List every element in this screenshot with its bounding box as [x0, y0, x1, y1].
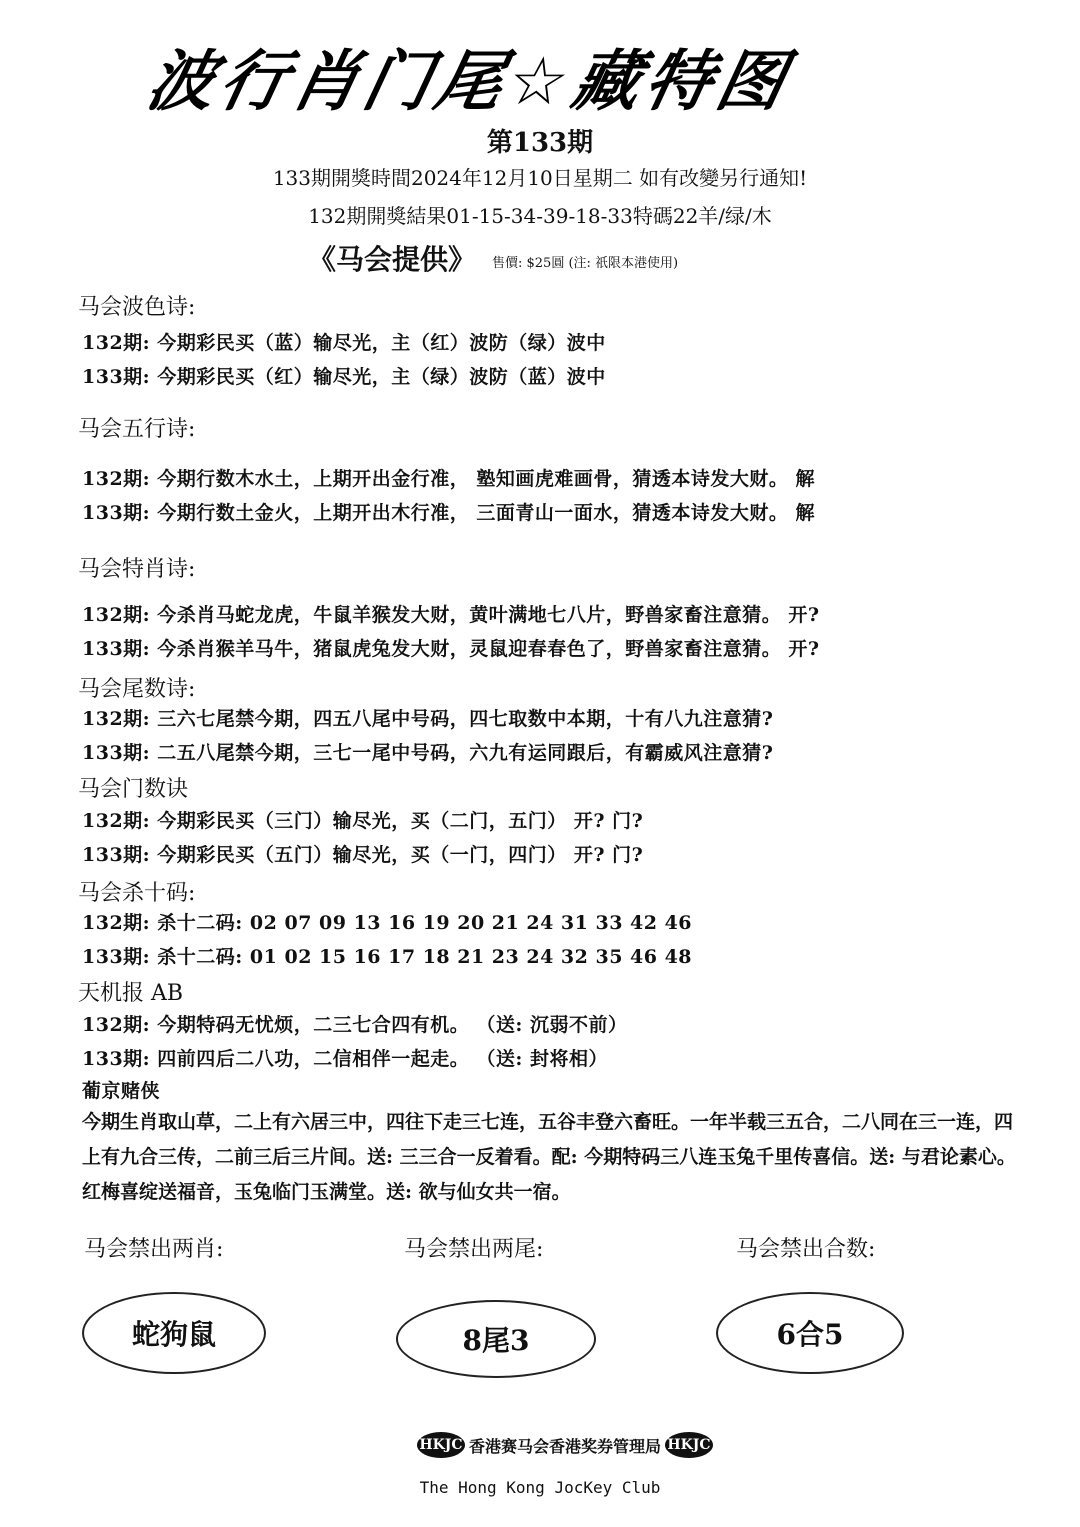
- hkjc-emblem-icon: HKJC: [417, 1432, 465, 1458]
- ban-sum-value: 6合5: [776, 1318, 844, 1351]
- tail-poem-row-133: 133期: 二五八尾禁今期，三七一尾中号码，六九有运同跟后，有霸威风注意猜?: [82, 742, 774, 764]
- gate-poem-row-132: 132期: 今期彩民买（三门）输尽光，买（二门，五门） 开? 门?: [82, 810, 644, 832]
- section-title-five-elements-poem: 马会五行诗:: [78, 417, 196, 442]
- section-title-zodiac-poem: 马会特肖诗:: [78, 557, 196, 582]
- section-title-kill-codes: 马会杀十码:: [78, 881, 196, 906]
- ban-tails-label: 马会禁出两尾:: [404, 1237, 544, 1262]
- section-title-gate-poem: 马会门数诀: [78, 777, 189, 802]
- draw-notice: 133期開獎時間2024年12月10日星期二 如有改變另行通知!: [272, 166, 808, 190]
- issue-number: 第133期: [486, 128, 594, 158]
- kill-codes-row-133: 133期: 杀十二码: 01 02 15 16 17 18 21 23 24 32 35 46 48: [82, 946, 693, 968]
- zodiac-poem-row-133: 133期: 今杀肖猴羊马牛，猪鼠虎兔发大财，灵鼠迎春春色了，野兽家畜注意猜。 开?: [82, 638, 820, 660]
- section-title-tianji: 天机报 AB: [78, 981, 184, 1006]
- ban-zodiac-label: 马会禁出两肖:: [84, 1237, 224, 1262]
- zodiac-poem-row-132: 132期: 今杀肖马蛇龙虎，牛鼠羊猴发大财，黄叶满地七八片，野兽家畜注意猜。 开?: [82, 604, 820, 626]
- section-title-pujing: 葡京赌侠: [82, 1080, 161, 1102]
- ban-tails-oval: [396, 1300, 596, 1378]
- footer-org-cn: 香港赛马会香港奖券管理局: [468, 1436, 661, 1456]
- footer-org-en: The Hong Kong JocKey Club: [419, 1478, 661, 1497]
- ban-zodiac-oval: [82, 1292, 266, 1374]
- tianji-row-132: 132期: 今期特码无忧烦，二三七合四有机。 （送: 沉弱不前）: [82, 1014, 628, 1036]
- page-title: 波行肖门尾☆藏特图: [140, 43, 799, 120]
- wave-poem-row-133: 133期: 今期彩民买（红）输尽光，主（绿）波防（蓝）波中: [82, 366, 606, 388]
- five-elements-row-132: 132期: 今期行数木水土，上期开出金行准， 塾知画虎难画骨，猜透本诗发大财。 解: [82, 468, 816, 490]
- price-note: 售價: $25圓 (注: 祇限本港使用): [492, 256, 679, 271]
- pujing-paragraph: 今期生肖取山草，二上有六居三中，四往下走三七连，五谷丰登六畜旺。一年半载三五合，二八同在三一连，四上有九合三传，二前三后三片间。送: 三三合一反着看。配: 今期特码三八连玉兔千里传喜信。送: 与君论素心。红梅喜绽送福音，玉兔临门玉满堂。送: 欲与仙女共一宿。: [82, 1111, 1016, 1203]
- tail-poem-row-132: 132期: 三六七尾禁今期，四五八尾中号码，四七取数中本期，十有八九注意猜?: [82, 708, 774, 730]
- five-elements-row-133: 133期: 今期行数土金火，上期开出木行准， 三面青山一面水，猜透本诗发大财。 解: [82, 502, 816, 524]
- footer-logo: [400, 1430, 730, 1460]
- ban-zodiac-value: 蛇狗鼠: [131, 1318, 216, 1351]
- ban-sum-oval: [716, 1292, 904, 1374]
- hkjc-emblem-icon-right: HKJC: [665, 1432, 713, 1458]
- gate-poem-row-133: 133期: 今期彩民买（五门）输尽光，买（一门，四门） 开? 门?: [82, 844, 644, 866]
- ban-sum-label: 马会禁出合数:: [736, 1237, 876, 1262]
- provider-label: 《马会提供》: [308, 243, 477, 276]
- tianji-row-133: 133期: 四前四后二八功，二信相伴一起走。 （送: 封将相）: [82, 1048, 609, 1070]
- section-title-tail-poem: 马会尾数诗:: [78, 677, 196, 702]
- wave-poem-row-132: 132期: 今期彩民买（蓝）输尽光，主（红）波防（绿）波中: [82, 332, 606, 354]
- last-result: 132期開獎結果01-15-34-39-18-33特碼22羊/绿/木: [308, 204, 772, 228]
- kill-codes-row-132: 132期: 杀十二码: 02 07 09 13 16 19 20 21 24 31 33 42 46: [82, 912, 693, 934]
- section-title-wave-poem: 马会波色诗:: [78, 295, 196, 320]
- ban-tails-value: 8尾3: [462, 1324, 530, 1357]
